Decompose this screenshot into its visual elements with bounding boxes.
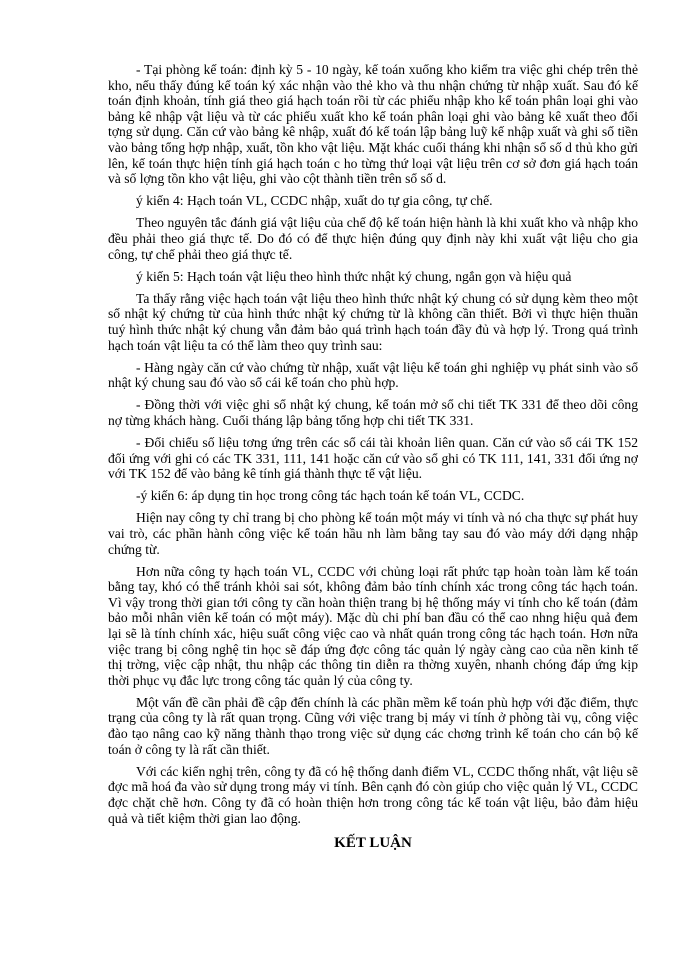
paragraph-5: Ta thấy rằng việc hạch toán vật liệu theo hình thức nhật ký chung có sử dụng kèm theo một số nhật ký chứng từ của hình thức nhật ký chứng từ là không cần thiết. Bởi vì thực hiện thuần tuý hình thức nhật ký chung vẫn đảm bảo quá trình hạch toán đầy đủ và hợp lý. Trong quá trình hạch toán vật liệu ta có thể làm theo quy trình sau: [108,290,638,353]
conclusion-heading: KẾT LUẬN [334,835,412,852]
paragraph-8: - Đối chiếu số liệu tơng ứng trên các sổ cái tài khoản liên quan. Căn cứ vào sổ cái TK 152 đối ứng với ghi có các TK 331, 111, 141 hoặc căn cứ vào sổ ghi có TK 111, 141, 331 đối ứng nợ với TK 152 để vào bảng kê tính giá thành thực tế vật liệu. [108,434,638,482]
paragraph-2: ý kiến 4: Hạch toán VL, CCDC nhập, xuất do tự gia công, tự chế. [136,193,493,209]
paragraph-7: - Đồng thời với việc ghi sổ nhật ký chung, kế toán mở sổ chi tiết TK 331 để theo dõi công nợ từng khách hàng. Cuối tháng lập bảng tổng hợp chi tiết TK 331. [108,397,638,428]
paragraph-13: Với các kiến nghị trên, công ty đã có hệ thống danh điểm VL, CCDC thống nhất, vật liệu sẽ đợc mã hoá đa vào sử dụng trong máy vi tính. Bên cạnh đó còn giúp cho việc quản lý VL, CCDC đợc chặt chẽ hơn. Công ty đã có hoàn thiện hơn trong công tác kế toán vật liệu, bảo đảm hiệu quả và tiết kiệm thời gian lao động. [108,763,638,826]
paragraph-9: -ý kiến 6: áp dụng tin học trong công tác hạch toán kế toán VL, CCDC. [136,488,525,504]
paragraph-12: Một vấn đề cần phải đề cập đến chính là các phần mềm kế toán phù hợp với đặc điểm, thực trạng của công ty là rất quan trọng. Cũng với việc trang bị máy vi tính ở phòng tài vụ, công việc đào tạo nâng cao kỹ năng thành thạo trong việc sử dụng các chơng trình kế toán cho cán bộ kế toán ở công ty là rất cần thiết. [108,694,638,757]
paragraph-6: - Hàng ngày căn cứ vào chứng từ nhập, xuất vật liệu kế toán ghi nghiệp vụ phát sinh vào sổ nhật ký chung sau đó vào sổ cái kế toán cho phù hợp. [108,359,638,391]
paragraph-11: Hơn nữa công ty hạch toán VL, CCDC với chủng loại rất phức tạp hoàn toàn làm kế toán bằng tay, khó có thể tránh khỏi sai sót, không đảm bảo tính chính xác trong công tác hạch toán. Vì vậy trong thời gian tới công ty cần hoàn thiện trang bị hệ thống máy vi tính cho kế toán (đảm bảo mỗi nhân viên kế toán có một máy). Mặc dù chi phí ban đầu có thể cao nhng hiệu quả đem lại sẽ là tính chính xác, hiệu suất công việc cao và nhất quán trong công tác hạch toán. Hơn nữa việc trang bị công nghệ tin học sẽ đáp ứng đợc công tác quản lý ngày càng cao của nền kinh tế thị trờng, việc cập nhật, thu nhập các thông tin diễn ra thờng xuyên, nhanh chóng đáp ứng kịp thời phục vụ đắc lực trong công tác quản lý của công ty. [108,563,638,688]
paragraph-4: ý kiến 5: Hạch toán vật liệu theo hình thức nhật ký chung, ngắn gọn và hiệu quả [136,268,572,284]
document-page [108,62,638,858]
paragraph-1: - Tại phòng kế toán: định kỳ 5 - 10 ngày, kế toán xuống kho kiểm tra việc ghi chép trên thẻ kho, nếu thấy đúng kế toán ký xác nhận vào thẻ kho và thu nhận chứng từ nhập xuất. Sau đó kế toán định khoản, tính giá theo giá hạch toán rồi từ các phiếu nhập kho kế toán phân loại ghi vào bảng kê nhập vật liệu và từ các phiếu xuất kho kế toán phân loại ghi vào bảng kê xuất theo đối tợng sử dụng. Căn cứ vào bảng kê nhập, xuất đó kế toán lập bảng luỹ kế nhập xuất và ghi số tiền vào bảng tổng hợp nhập, xuất, tồn kho vật liệu. Mặt khác cuối tháng khi nhận sổ số d thủ kho gửi lên, kế toán thực hiện tính giá hạch toán c ho từng thứ loại vật liệu trên cơ sở đơn giá hạch toán và số lợng tồn kho vật liệu, ghi vào cột thành tiền trên sổ số d. [108,62,638,187]
paragraph-10: Hiện nay công ty chỉ trang bị cho phòng kế toán một máy vi tính và nó cha thực sự phát huy vai trò, các phần hành công việc kế toán hầu nh làm bằng tay sau đó vào máy dới dạng nhập chứng từ. [108,510,638,557]
paragraph-3: Theo nguyên tắc đánh giá vật liệu của chế độ kế toán hiện hành là khi xuất kho và nhập kho đều phải theo giá thực tế. Do đó có để thực hiện đúng quy định này khi xuất vật liệu cho gia công, tự chế phải theo giá thực tế. [108,215,638,262]
